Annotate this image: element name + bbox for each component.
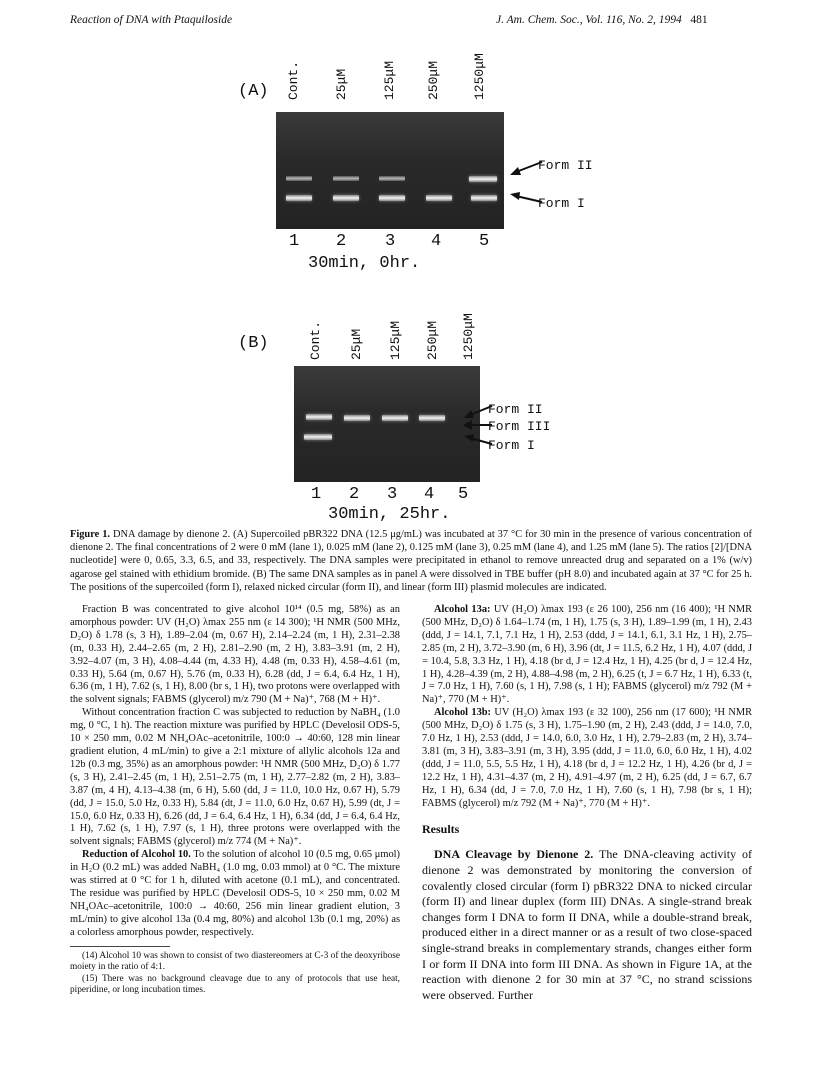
band-b-lane4-form3 xyxy=(419,415,445,421)
panel-b-form-ii-label: Form II xyxy=(488,402,543,417)
band-a-lane4-form1 xyxy=(426,195,452,201)
band-a-lane5-form2 xyxy=(469,176,497,182)
footnote-15: (15) There was no background cleavage due to any of protocols that use heat, piperidine, or long incubation times. xyxy=(70,973,400,996)
band-b-lane1-form1 xyxy=(304,434,332,440)
band-a-lane3-form1 xyxy=(379,195,405,201)
panel-b-lane-3-label: 125μM xyxy=(388,320,403,360)
paragraph-text: To the solution of alcohol 10 (0.5 mg, 0.65 μmol) in H₂O (0.2 mL) was added NaBH₄ (1.0 mg, 0.03 mmol) at 0 °C. The mixture was stirred at 0 °C for 1 h, diluted with acetone (0.1 mL), and concentrated. The residue was purified by HPLC (Develosil ODS-5, 10 × 250 mm, 0.02 M NH₄OAc–acetonitrile, 100:0 → 40:60, 256 min linear gradient elution, 3 mL/min) to give alcohol 13a (0.4 mg, 80%) and alcohol 13b (0.1 mg, 20%) as a colorless amorphous powder, respectively. xyxy=(70,849,400,938)
footnote-14: (14) Alcohol 10 was shown to consist of two diastereomers at C-3 of the deoxyribose moiety in the ratio of 4:1. xyxy=(70,950,400,973)
caption-label: Figure 1. xyxy=(70,529,111,540)
paragraph xyxy=(422,847,752,1003)
paragraph: Without concentration fraction C was subjected to reduction by NaBH₄ (1.0 mg, 0 °C, 1 h). The reaction mixture was purified by HPLC (Develosil ODS-5, 10 × 250 mm, 0.02 M NH₄OAc–acetonitrile, 100:0 → 40:60, 128 min linear gradient elution, 4 mL/min) to give a 2:1 mixture of allylic alcohols 12a and 12b (0.3 mg, 35%) as an amorphous powder: ¹H NMR (500 MHz, D₂O) δ 1.77 (s, 3 H), 2.41–2.45 (m, 1 H), 2.51–2.75 (m, 1 H), 2.77–2.82 (m, 2 H), 3.83–3.87 (m, 4 H), 4.13–4.38 (m, 6 H), 5.60 (dd, J = 11.0, 10.0 Hz, 0.67 H), 5.79 (dd, J = 15.0, 5.0 Hz, 0.33 H), 5.84 (dt, J = 11.0, 6.0 Hz, 0.67 H), 5.99 (dt, J = 15.0, 6.0 Hz, 0.33 H), 6.26 (dd, J = 6.4, 6.4 Hz, 1 H), 6.34 (dd, J = 6.4, 6.4 Hz, 1 H), 7.62 (s, 1 H), 7.97 (s, 1 H), three protons were overlapped with the solvent signals; FABMS (glycerol) m/z 774 (M + Na)⁺. xyxy=(70,707,400,848)
panel-b-lane-2-label: 25μM xyxy=(349,328,364,360)
running-header-title: Reaction of DNA with Ptaquiloside xyxy=(70,14,233,26)
panel-b-lane-1-label: Cont. xyxy=(308,320,323,360)
panel-a-form-ii-label: Form II xyxy=(538,158,593,173)
lane-number: 3 xyxy=(385,232,396,251)
lane-number: 3 xyxy=(387,485,398,504)
panel-a-lane-1-label: Cont. xyxy=(286,60,301,100)
paragraph-text: UV (H₂O) λmax 193 (ε 32 100), 256 nm (17 600); ¹H NMR (500 MHz, D₂O) δ 1.75 (s, 3 H), 1.75–1.90 (m, 2 H), 2.43 (ddd, J = 14.0, 7.0, 7.0 Hz, 1 H), 2.53 (ddd, J = 14.0, 6.0, 3.0 Hz, 1 H), 2.79–2.83 (m, 2 H), 3.74–3.81 (m, 3 H), 3.83–3.91 (m, 3 H), 3.95 (ddd, J = 11.0, 6.0, 6.0 Hz, 1 H), 4.02 (ddd, J = 11.0, 5.5, 5.5 Hz, 1 H), 4.18 (br d, J = 12.2 Hz, 1 H), 4.26 (br d, J = 12.2 Hz, 1 H), 4.31–4.37 (m, 2 H), 4.91–4.97 (m, 2 H), 6.25 (dd, J = 6.7, 6.7 Hz, 1 H), 6.34 (dd, J = 7.0, 7.0 Hz, 1 H), 7.60 (s, 1 H), 7.98 (br s, 1 H); FABMS (glycerol) m/z 792 (M + Na)⁺, 770 (M + H)⁺. xyxy=(422,707,752,809)
lane-number: 2 xyxy=(349,485,360,504)
figure-caption xyxy=(70,528,752,594)
band-a-lane1-form1 xyxy=(286,195,312,201)
lane-number: 4 xyxy=(424,485,435,504)
page-number: 481 xyxy=(690,14,708,26)
left-column xyxy=(70,604,400,997)
panel-a-lane-5-label: 1250μM xyxy=(472,53,487,100)
panel-b-form-iii-label: Form III xyxy=(488,419,551,434)
caption-body: (A) Supercoiled pBR322 DNA (12.5 μg/mL) was incubated at 37 °C for 30 min in the presence of various concentration of dienone 2. The final concentrations of 2 were 0 mM (lane 1), 0.025 mM (lane 2), 0.125 mM (lane 3), 0.25 mM (lane 4), and 1.25 mM (lane 5). The ratios [2]/[DNA nucleotide] were 0, 0.65, 3.3, 6.5, and 33, respectively. The DNA samples were precipitated in ethanol to remove unreacted drug and separated on a 1% (w/v) agarose gel stained with ethidium bromide. (B) The same DNA samples as in panel A were dissolved in TBE buffer (pH 8.0) and incubated again at 37 °C for 25 h. The positions of the supercoiled (form I), relaxed nicked circular (form II), and linear (form III) plasmid molecules are indicated. xyxy=(70,529,752,593)
panel-a-lane-2-label: 25μM xyxy=(334,68,349,100)
lane-number: 5 xyxy=(479,232,490,251)
paragraph-text: UV (H₂O) λmax 193 (ε 26 100), 256 nm (16 400); ¹H NMR (500 MHz, D₂O) δ 1.64–1.74 (m, 1 H), 1.75 (s, 3 H), 1.89–1.99 (m, 1 H), 2.43 (ddd, J = 14.1, 7.1, 7.1 Hz, 1 H), 2.53 (ddd, J = 14.1, 6.1, 3.1 Hz, 1 H), 2.75–2.85 (m, 2 H), 3.72–3.90 (m, 6 H), 3.96 (dt, J = 11.5, 6.2 Hz, 1 H), 4.07 (ddd, J = 10.4, 5.8, 3.3 Hz, 1 H), 4.18 (br d, J = 12.4 Hz, 1 H), 4.25 (br d, J = 12.4 Hz, 1 H), 4.28–4.39 (m, 2 H), 4.88–4.98 (m, 2 H), 6.25 (t, J = 6.7 Hz, 1 H), 6.33 (t, J = 7.0 Hz, 1 H), 7.60 (s, 1 H), 7.98 (s, 1 H); FABMS (glycerol) m/z 792 (M + Na)⁺, 770 (M + H)⁺. xyxy=(422,604,752,706)
panel-a-lane-4-label: 250μM xyxy=(426,60,441,100)
paragraph-heading: Reduction of Alcohol 10. xyxy=(82,849,191,861)
section-heading-results: Results xyxy=(422,821,460,836)
panel-b-condition: 30min, 25hr. xyxy=(328,505,451,524)
panel-a-form-i-label: Form I xyxy=(538,196,585,211)
journal-citation: J. Am. Chem. Soc., Vol. 116, No. 2, 1994 xyxy=(496,14,682,26)
panel-a-label: (A) xyxy=(238,82,269,101)
band-b-lane3-form3 xyxy=(382,415,408,421)
panel-b-lane-4-label: 250μM xyxy=(425,320,440,360)
footnote-divider xyxy=(70,946,170,947)
paragraph-text: The DNA-cleaving activity of dienone 2 was demonstrated by monitoring the conversion of covalently closed circular (form I) pBR322 DNA to nicked circular (form II) and linear duplex (form III) DNAs. A single-strand break changes form I DNA to form II DNA, while a double-strand break, produced either in a direct manner or as a result of two close-spaced single-strand breaks in complementary strands, changes either form I or form II DNA into form III DNA. As shown in Figure 1A, at the reaction with dienone 2 for 30 min at 37 °C, no strand scissions were observed. Further xyxy=(422,847,752,1002)
band-a-lane1-form2 xyxy=(286,176,312,181)
paragraph-heading: Alcohol 13b: xyxy=(434,707,492,719)
running-header-journal xyxy=(496,14,708,26)
panel-a-lane-3-label: 125μM xyxy=(382,60,397,100)
lane-number: 5 xyxy=(458,485,469,504)
lane-number: 1 xyxy=(289,232,300,251)
paragraph-heading: Alcohol 13a: xyxy=(434,604,491,615)
right-column xyxy=(422,604,752,1003)
band-a-lane2-form2 xyxy=(333,176,359,181)
panel-a-condition: 30min, 0hr. xyxy=(308,254,421,273)
panel-b-form-i-label: Form I xyxy=(488,438,535,453)
lane-number: 1 xyxy=(311,485,322,504)
lane-number: 2 xyxy=(336,232,347,251)
paragraph xyxy=(70,849,400,939)
band-a-lane2-form1 xyxy=(333,195,359,201)
panel-a-gel-image xyxy=(276,112,504,229)
band-b-lane1-form2 xyxy=(306,414,332,420)
panel-b-label: (B) xyxy=(238,334,269,353)
paragraph xyxy=(422,604,752,707)
panel-b-lane-5-label: 1250μM xyxy=(461,313,476,360)
paragraph-heading: DNA Cleavage by Dienone 2. xyxy=(434,847,594,862)
band-a-lane3-form2 xyxy=(379,176,405,181)
panel-b-gel-image xyxy=(294,366,480,482)
caption-head: DNA damage by dienone 2. xyxy=(112,529,231,540)
paragraph xyxy=(422,707,752,810)
band-b-lane2-form3 xyxy=(344,415,370,421)
paragraph: Fraction B was concentrated to give alcohol 10¹⁴ (0.5 mg, 58%) as an amorphous powder: UV (H₂O) λmax 255 nm (ε 14 300); ¹H NMR (500 MHz, D₂O) δ 1.78 (s, 3 H), 1.89–2.04 (m, 0.67 H), 2.14–2.24 (m, 1 H), 2.31–2.38 (m, 0.33 H), 2.44–2.65 (m, 2 H), 2.81–2.90 (m, 2 H), 3.83–3.91 (m, 2 H), 3.92–4.07 (m, 3 H), 4.08–4.44 (m, 4.33 H), 4.48 (m, 0.33 H), 4.58–4.61 (m, 0.33 H), 5.64 (m, 0.67 H), 5.76 (m, 0.33 H), 6.28 (dd, J = 6.4, 6.4 Hz, 1 H), 6.36 (m, 1 H), 7.62 (s, 1 H), 8.00 (br s, 1 H), two protons were overlapped with the solvent signals; FABMS (glycerol) m/z 790 (M + Na)⁺, 768 (M + H)⁺. xyxy=(70,604,400,706)
lane-number: 4 xyxy=(431,232,442,251)
band-a-lane5-form1 xyxy=(471,195,497,201)
